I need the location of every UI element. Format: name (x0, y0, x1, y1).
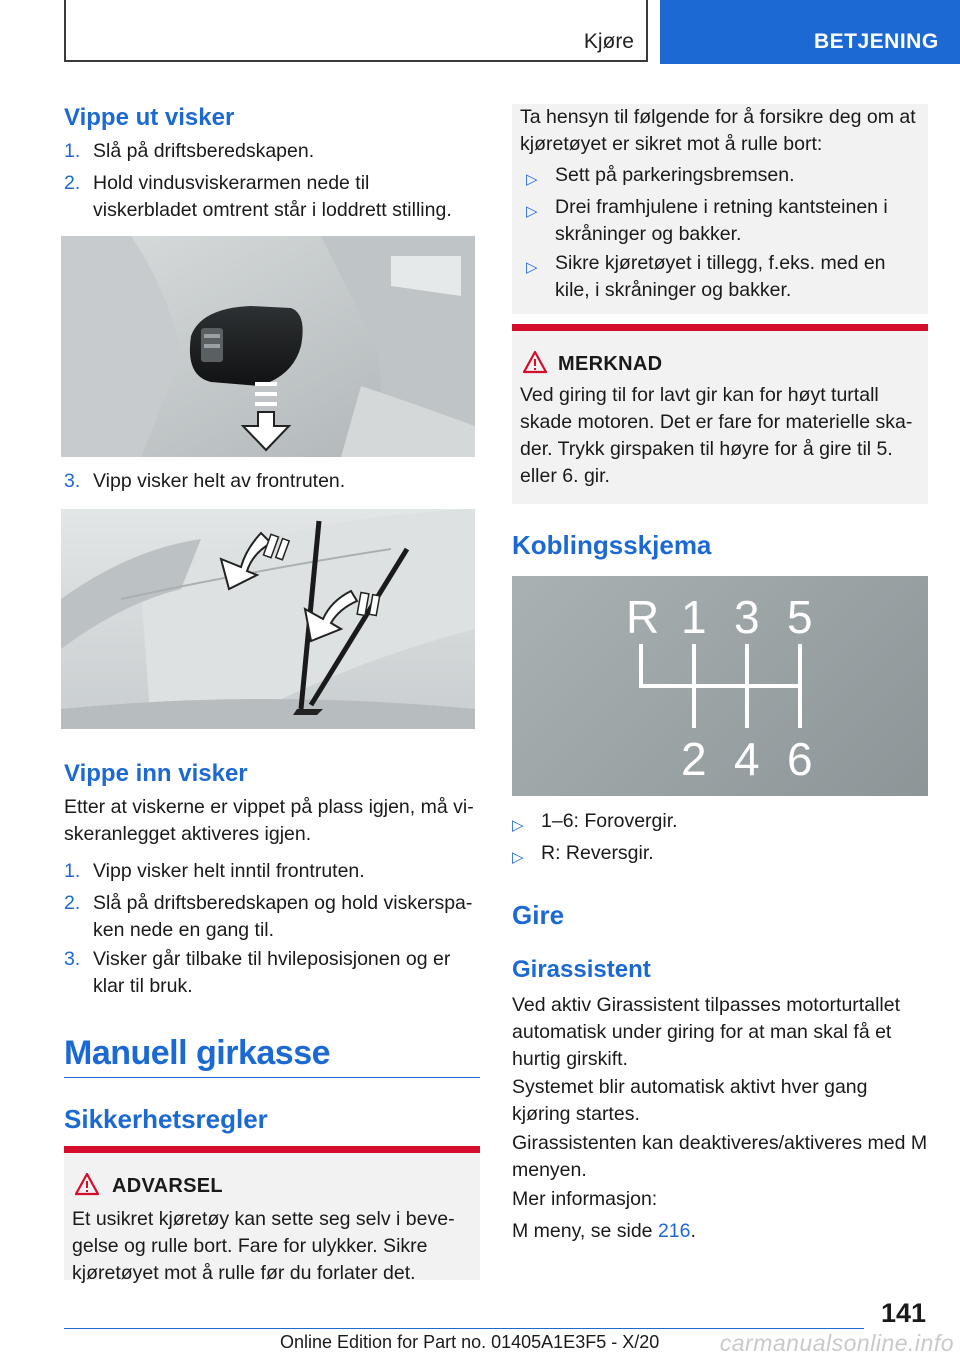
divider (64, 1077, 480, 1078)
chapter-title: Kjøre (583, 30, 634, 53)
note-bar (512, 324, 928, 331)
header-box (64, 0, 648, 62)
assist-paragraph: Systemet blir automatisk aktivt hver gang kjøring startes. (512, 1076, 868, 1125)
bullet-triangle-icon: ▷ (512, 849, 524, 866)
edition-info: Online Edition for Part no. 01405A1E3F5 - X/20 (280, 1332, 660, 1352)
gear-label: 6 (787, 733, 813, 785)
gear-label: R (626, 591, 660, 643)
page-number: 141 (880, 1298, 926, 1328)
page-link-216[interactable]: 216 (657, 1220, 691, 1242)
warning-triangle-icon (522, 350, 548, 374)
heading-tilt-out: Vippe ut visker (64, 104, 235, 131)
heading-manual-gearbox: Manuell girkasse (64, 1034, 331, 1072)
bullet-triangle-icon: ▷ (526, 259, 538, 276)
heading-safety: Sikkerhetsregler (64, 1104, 268, 1134)
assist-reference: M meny, se side 216. (512, 1220, 696, 1242)
note-text: Ved giring til for lavt gir kan for høyt turtall skade motoren. Det er fare for materielle skader. Trykk girspaken til høyre for å gire til 5. eller 6. gir. (520, 384, 913, 487)
warning-title: ADVARSEL (112, 1175, 223, 1197)
note-title: MERKNAD (558, 353, 663, 375)
shift-pattern-image (512, 576, 928, 796)
bullet-triangle-icon: ▷ (526, 171, 538, 188)
assist-paragraph: Girassistenten kan deaktiveres/aktiveres med M menyen. (512, 1132, 928, 1181)
gear-label: 4 (734, 733, 760, 785)
heading-shift-pattern: Koblingsskjema (512, 530, 712, 560)
bullet-triangle-icon: ▷ (512, 817, 524, 834)
heading-tilt-in: Vippe inn visker (64, 760, 248, 787)
wiper-stalk-image (61, 236, 475, 457)
watermark: carmanualsonline.info (719, 1330, 954, 1356)
tilt-in-intro: Etter at viskerne er vippet på plass igjen, må viskeranlegget aktiveres igjen. (64, 796, 474, 845)
assist-paragraph: Mer informasjon: (512, 1188, 658, 1210)
safety-continued-box: Ta hensyn til følgende for å forsikre deg om at kjøretøyet er sikret mot å rulle bort: ▷ Sett på parkeringsbremsen. ▷ Drei framhjulene i retning kantsteinen i skråninger og bakker. ▷ Sikre kjøretøyet i tillegg, f.eks. med en kile, i skråninger og bakker. (512, 104, 928, 314)
heading-gire: Gire (512, 900, 565, 930)
gear-label: 5 (787, 591, 813, 643)
gear-label: 3 (734, 591, 760, 643)
footer-divider (64, 1328, 864, 1329)
warning-bar (64, 1146, 480, 1153)
assist-paragraph: Ved aktiv Girassistent tilpasses motorturtallet automatisk under giring for at man skal få et hurtig girskift. (512, 994, 900, 1070)
section-title: BETJENING (814, 30, 939, 53)
shift-pattern-diagram (512, 576, 928, 796)
gear-label: 2 (681, 733, 707, 785)
bullet-triangle-icon: ▷ (526, 203, 538, 220)
note-box (512, 324, 928, 504)
gear-label: 1 (681, 591, 707, 643)
windshield-wiper-image (61, 509, 475, 729)
section-tab[interactable] (660, 0, 960, 64)
safety-intro: Ta hensyn til følgende for å forsikre deg om at kjøretøyet er sikret mot å rulle bort: (520, 106, 916, 155)
warning-text: Et usikret kjøretøy kan sette seg selv i bevegelse og rulle bort. Fare for ulykker. Sikre kjøretøyet mot å rulle før du forlater det. (72, 1208, 455, 1284)
warning-triangle-icon (74, 1172, 100, 1196)
warning-box (64, 1146, 480, 1284)
heading-gear-assistant: Girassistent (512, 956, 651, 983)
